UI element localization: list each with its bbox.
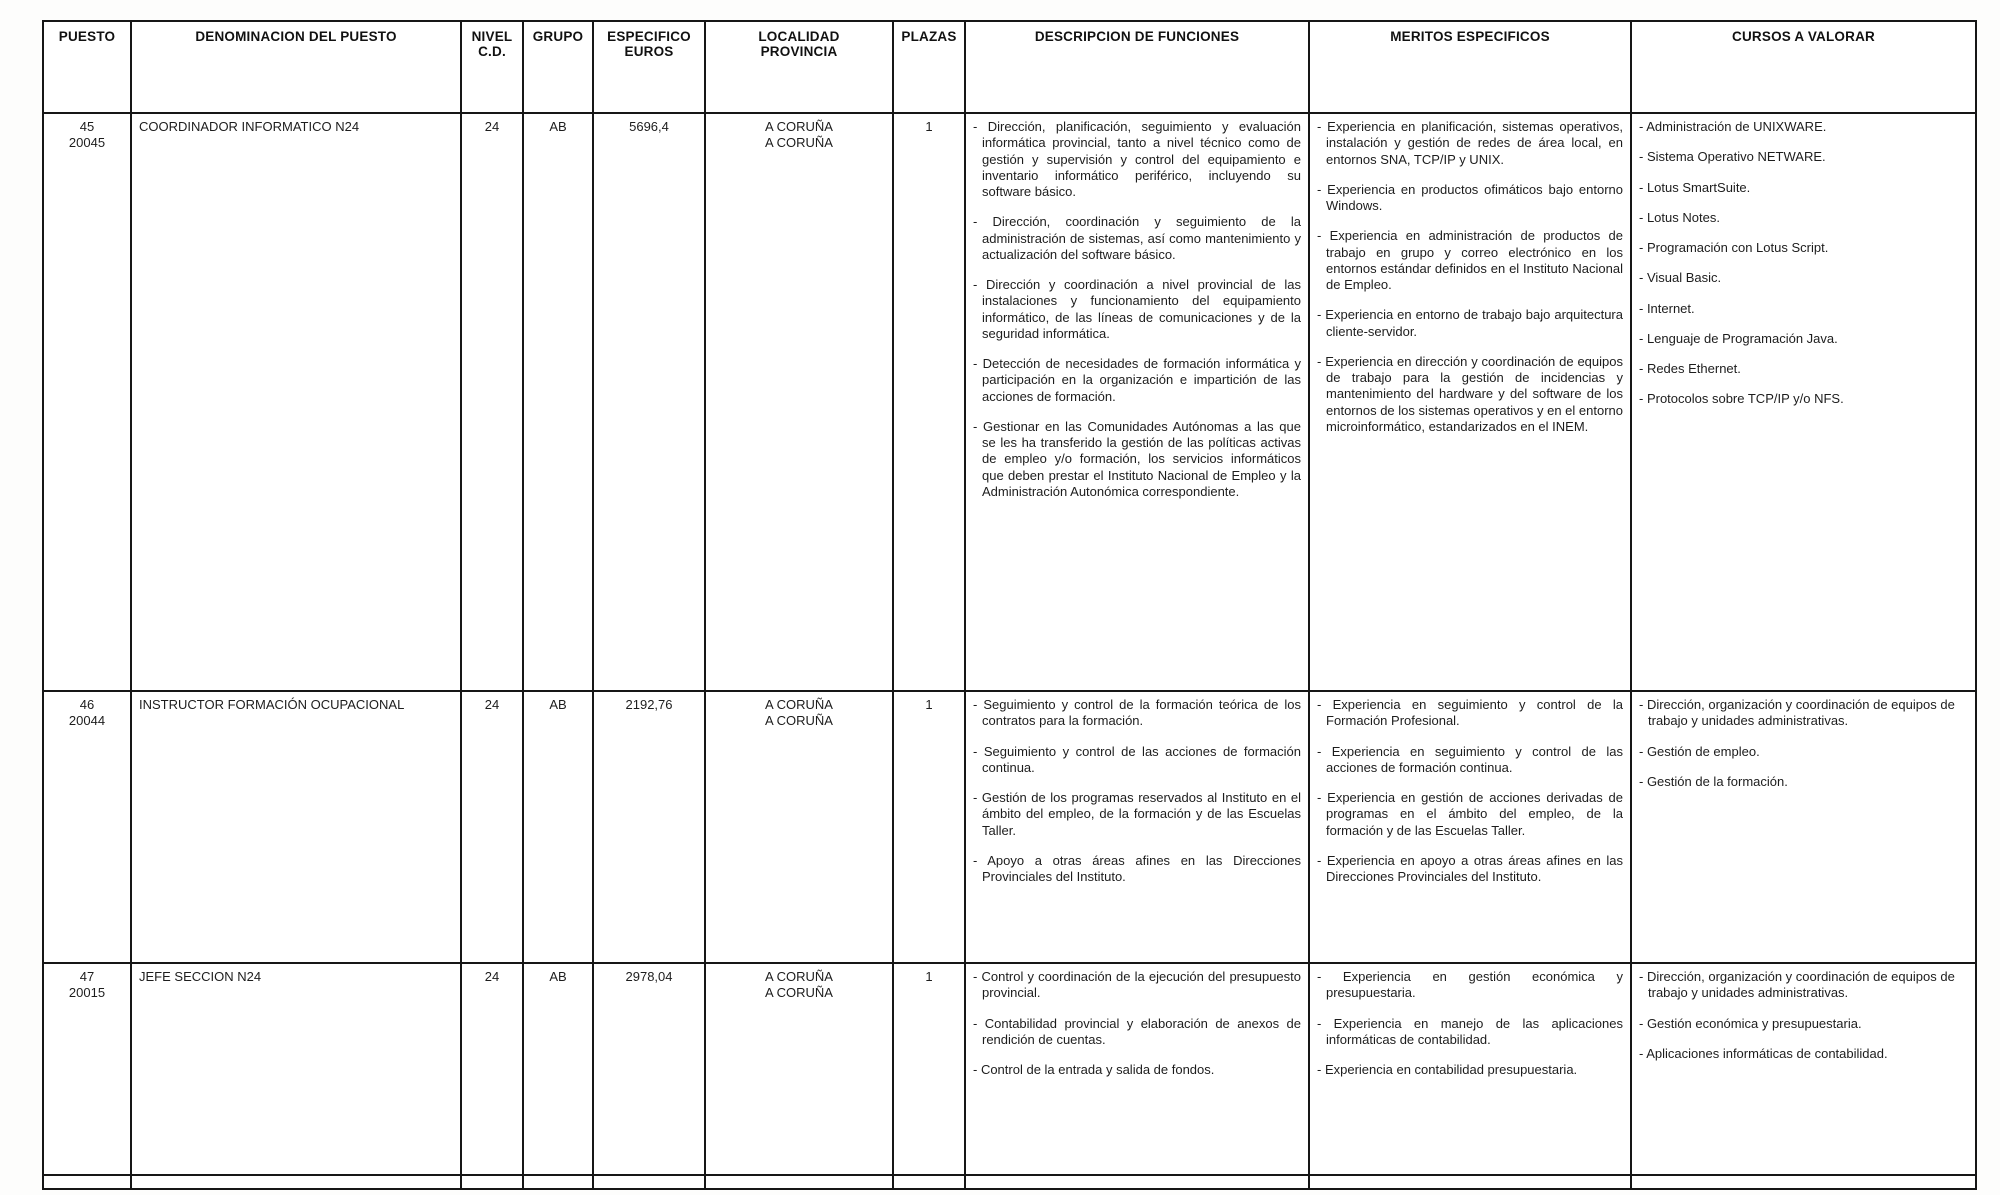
spacer-cell: [893, 1175, 965, 1189]
localidad-line: A CORUÑA: [765, 119, 833, 134]
puesto-line: 20015: [68, 985, 106, 1001]
merito-item: - Experiencia en apoyo a otras áreas afines en las Direcciones Provinciales del Instituto.: [1317, 852, 1623, 884]
col-header-descripcion: [965, 21, 1309, 113]
funcion-item: - Gestionar en las Comunidades Autónomas a las que se les ha transferido la gestión de las políticas activas de empleo y/o formación, los servicios informáticos que deben prestar el Instituto Nacional de Empleo y la Administración Autonómica correspondiente.: [973, 418, 1301, 499]
nivel-cell: 24: [461, 691, 523, 963]
merito-item: - Experiencia en entorno de trabajo bajo arquitectura cliente-servidor.: [1317, 307, 1623, 339]
funcion-item: - Gestión de los programas reservados al Instituto en el ámbito del empleo, de la formación y de las Escuelas Taller.: [973, 790, 1301, 838]
denominacion-cell: COORDINADOR INFORMATICO N24: [131, 113, 461, 691]
curso-item: - Programación con Lotus Script.: [1639, 240, 1829, 255]
grupo-cell: AB: [523, 963, 593, 1175]
job-positions-table: [42, 20, 1977, 1190]
grupo-cell: AB: [523, 113, 593, 691]
header-label: ESPECIFICO: [607, 29, 691, 44]
funcion-item: - Dirección y coordinación a nivel provincial de las instalaciones y funcionamiento del equipamiento informático, de las líneas de comunicaciones y de la seguridad informática.: [973, 277, 1301, 341]
puesto-line: 47: [79, 969, 95, 984]
puesto-line: 20044: [68, 713, 106, 729]
denominacion-cell: INSTRUCTOR FORMACIÓN OCUPACIONAL: [131, 691, 461, 963]
plazas-cell: 1: [893, 113, 965, 691]
header-label: NIVEL: [471, 29, 513, 44]
spacer-cell: [593, 1175, 705, 1189]
spacer-cell: [705, 1175, 893, 1189]
localidad-line: A CORUÑA: [765, 697, 833, 712]
curso-item: - Lenguaje de Programación Java.: [1639, 330, 1838, 346]
curso-item: - Gestión de empleo.: [1639, 743, 1760, 759]
funciones-cell: [965, 963, 1309, 1175]
localidad-line: A CORUÑA: [765, 713, 833, 729]
header-label: DESCRIPCION DE FUNCIONES: [1034, 29, 1240, 44]
merito-item: - Experiencia en manejo de las aplicaciones informáticas de contabilidad.: [1317, 1015, 1623, 1047]
meritos-cell: [1309, 691, 1631, 963]
curso-item: - Sistema Operativo NETWARE.: [1639, 149, 1826, 165]
funcion-item: - Detección de necesidades de formación informática y participación en la organización e impartición de las acciones de formación.: [973, 356, 1301, 404]
curso-item: - Lotus Notes.: [1639, 209, 1720, 225]
grupo-cell: AB: [523, 691, 593, 963]
funciones-cell: [965, 113, 1309, 691]
col-header-meritos: [1309, 21, 1631, 113]
spacer-cell: [965, 1175, 1309, 1189]
spacer-cell: [43, 1175, 131, 1189]
puesto-cell: [43, 963, 131, 1175]
curso-item: - Internet.: [1639, 300, 1695, 316]
spacer-cell: [1309, 1175, 1631, 1189]
merito-item: - Experiencia en seguimiento y control de la Formación Profesional.: [1317, 697, 1623, 729]
header-label: PUESTO: [58, 29, 116, 44]
header-label: LOCALIDAD: [758, 29, 840, 44]
header-label: PROVINCIA: [760, 44, 838, 59]
localidad-line: A CORUÑA: [765, 969, 833, 984]
table-row: [43, 113, 1976, 691]
curso-item: - Redes Ethernet.: [1639, 361, 1741, 376]
header-label: GRUPO: [532, 29, 584, 44]
col-header-denominacion: [131, 21, 461, 113]
localidad-cell: [705, 113, 893, 691]
col-header-grupo: [523, 21, 593, 113]
especifico-cell: 2978,04: [593, 963, 705, 1175]
spacer-cell: [1631, 1175, 1976, 1189]
puesto-cell: [43, 691, 131, 963]
header-label: DENOMINACION DEL PUESTO: [195, 29, 397, 44]
plazas-cell: 1: [893, 963, 965, 1175]
funcion-item: - Seguimiento y control de las acciones de formación continua.: [973, 743, 1301, 775]
meritos-cell: [1309, 963, 1631, 1175]
header-row: [43, 21, 1976, 113]
merito-item: - Experiencia en dirección y coordinación de equipos de trabajo para la gestión de incidencias y mantenimiento del hardware y del software de los entornos de los sistemas operativos y en el entorno microinformático, estandarizados en el INEM.: [1317, 353, 1624, 434]
funcion-item: - Dirección, planificación, seguimiento y evaluación informática provincial, tanto a nivel técnico como de gestión y supervisión y control del equipamiento e inventario informático periférico, incluyendo su software básico.: [973, 119, 1301, 199]
cursos-cell: [1631, 691, 1976, 963]
merito-item: - Experiencia en gestión de acciones derivadas de programas en el ámbito del empleo, de la formación y de las Escuelas Taller.: [1317, 790, 1623, 838]
header-label: EUROS: [624, 44, 674, 59]
merito-item: - Experiencia en productos ofimáticos bajo entorno Windows.: [1317, 181, 1623, 213]
merito-item: - Experiencia en administración de productos de trabajo en grupo y correo electrónico en los entornos estándar definidos en el Instituto Nacional de Empleo.: [1317, 228, 1623, 292]
nivel-cell: 24: [461, 113, 523, 691]
spacer-cell: [131, 1175, 461, 1189]
puesto-line: 20045: [68, 135, 106, 151]
cursos-cell: [1631, 113, 1976, 691]
table-bottom-spacer-row: [43, 1175, 1976, 1189]
header-label: C.D.: [478, 44, 506, 59]
funciones-cell: [965, 691, 1309, 963]
col-header-especifico: [593, 21, 705, 113]
plazas-cell: 1: [893, 691, 965, 963]
curso-item: - Visual Basic.: [1639, 270, 1722, 286]
funcion-item: - Contabilidad provincial y elaboración de anexos de rendición de cuentas.: [973, 1015, 1301, 1047]
table-body: [43, 113, 1976, 1189]
merito-item: - Experiencia en contabilidad presupuestaria.: [1317, 1062, 1578, 1077]
header-label: MERITOS ESPECIFICOS: [1390, 29, 1550, 44]
puesto-line: 45: [79, 119, 95, 134]
puesto-cell: [43, 113, 131, 691]
curso-item: - Dirección, organización y coordinación de equipos de trabajo y unidades administrativas.: [1639, 697, 1955, 729]
puesto-line: 46: [79, 697, 95, 712]
localidad-line: A CORUÑA: [765, 135, 833, 151]
funcion-item: - Dirección, coordinación y seguimiento de la administración de sistemas, así como mantenimiento y actualización del software básico.: [973, 214, 1301, 262]
funcion-item: - Control de la entrada y salida de fondos.: [973, 1062, 1215, 1077]
especifico-cell: 2192,76: [593, 691, 705, 963]
merito-item: - Experiencia en planificación, sistemas operativos, instalación y gestión de redes de área local, en entornos SNA, TCP/IP y UNIX.: [1317, 119, 1623, 167]
curso-item: - Administración de UNIXWARE.: [1639, 119, 1827, 134]
localidad-cell: [705, 963, 893, 1175]
col-header-plazas: [893, 21, 965, 113]
curso-item: - Gestión económica y presupuestaria.: [1639, 1015, 1862, 1031]
funcion-item: - Seguimiento y control de la formación teórica de los contratos para la formación.: [973, 697, 1301, 729]
especifico-cell: 5696,4: [593, 113, 705, 691]
spacer-cell: [523, 1175, 593, 1189]
curso-item: - Lotus SmartSuite.: [1639, 179, 1751, 195]
denominacion-cell: JEFE SECCION N24: [131, 963, 461, 1175]
merito-item: - Experiencia en seguimiento y control de las acciones de formación continua.: [1317, 743, 1623, 775]
cursos-cell: [1631, 963, 1976, 1175]
col-header-cursos: [1631, 21, 1976, 113]
nivel-cell: 24: [461, 963, 523, 1175]
curso-item: - Gestión de la formación.: [1639, 773, 1788, 789]
meritos-cell: [1309, 113, 1631, 691]
localidad-line: A CORUÑA: [765, 985, 833, 1001]
spacer-cell: [461, 1175, 523, 1189]
col-header-localidad: [705, 21, 893, 113]
curso-item: - Aplicaciones informáticas de contabilidad.: [1639, 1045, 1888, 1061]
funcion-item: - Control y coordinación de la ejecución del presupuesto provincial.: [973, 969, 1301, 1001]
localidad-cell: [705, 691, 893, 963]
curso-item: - Protocolos sobre TCP/IP y/o NFS.: [1639, 391, 1844, 407]
table-row: [43, 691, 1976, 963]
header-label: CURSOS A VALORAR: [1732, 29, 1875, 44]
curso-item: - Dirección, organización y coordinación de equipos de trabajo y unidades administrativas.: [1639, 969, 1955, 1001]
col-header-nivel: [461, 21, 523, 113]
header-label: PLAZAS: [901, 29, 957, 44]
table-row: [43, 963, 1976, 1175]
col-header-puesto: [43, 21, 131, 113]
funcion-item: - Apoyo a otras áreas afines en las Direcciones Provinciales del Instituto.: [973, 852, 1301, 884]
merito-item: - Experiencia en gestión económica y presupuestaria.: [1317, 969, 1623, 1001]
